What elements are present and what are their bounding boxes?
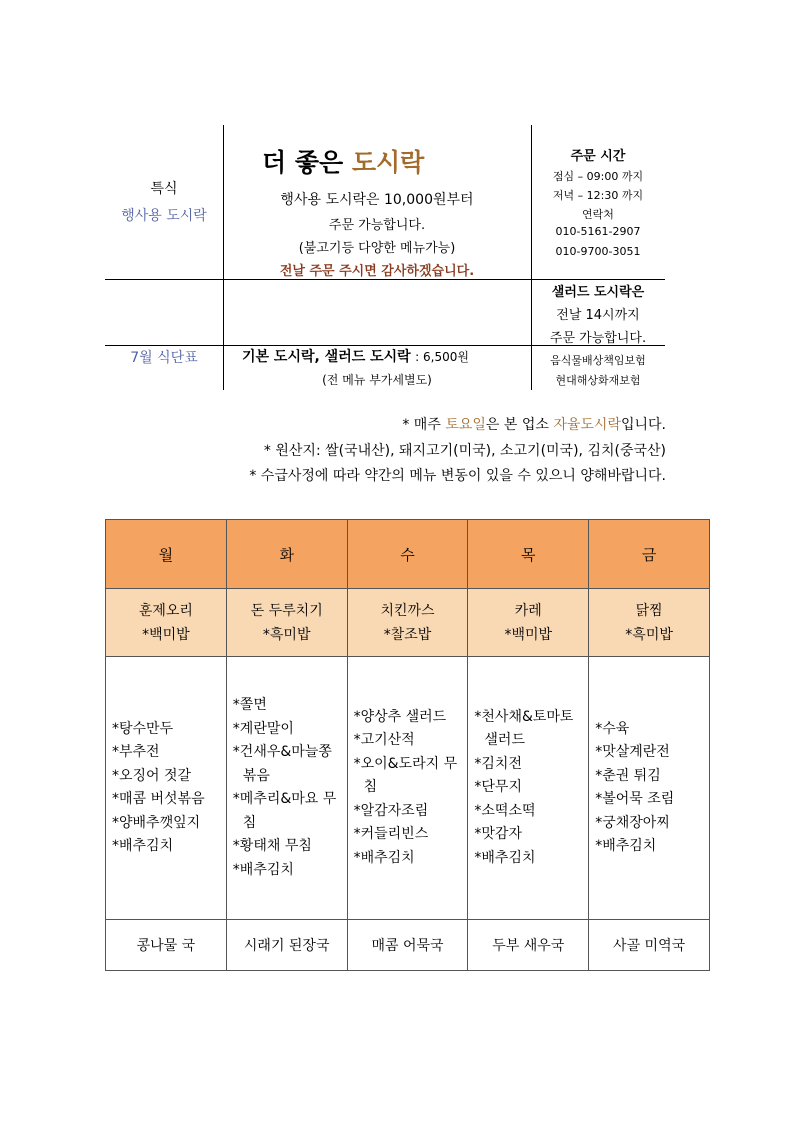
soup-thu: 두부 새우국	[468, 920, 589, 971]
side-item: *배추김치	[232, 861, 294, 878]
weekly-menu-table	[105, 519, 710, 971]
side-item: *단무지	[474, 779, 522, 796]
salad-info-line-1: 샐러드 도시락은	[551, 285, 645, 300]
side-item: *메추리&마요 무침	[232, 791, 337, 831]
side-item: *천사채&토마토 샐러드	[474, 708, 574, 749]
side-item: *부추전	[112, 744, 160, 760]
event-box-label: 행사용 도시락	[121, 208, 207, 224]
soup-mon: 콩나물 국	[106, 920, 227, 971]
side-item: *오이&도라지 무침	[353, 755, 458, 796]
month-label: 7월 식단표	[130, 350, 198, 366]
rice: *백미밥	[142, 626, 190, 643]
side-item: *알감자조림	[353, 802, 429, 819]
note-menu-change: * 수급사정에 따라 약간의 메뉴 변동이 있을 수 있으니 양해바랍니다.	[249, 468, 666, 484]
side-item: *고기산적	[353, 732, 415, 749]
main-dish: 닭찜	[635, 602, 663, 619]
event-info-line-3: (불고기등 다양한 메뉴가능)	[298, 241, 456, 256]
sides-tue	[226, 657, 347, 920]
special-label: 특식	[150, 181, 178, 197]
side-item: *커들리빈스	[353, 826, 429, 843]
day-wed: 수	[347, 520, 468, 589]
note1-pre: * 매주	[402, 417, 441, 433]
sides-mon	[106, 657, 227, 920]
insurance-line-1: 음식물배상책임보험	[550, 354, 646, 367]
soup-fri: 사골 미역국	[589, 920, 710, 971]
salad-info-line-3: 주문 가능합니다.	[549, 331, 647, 346]
main-wed	[347, 589, 468, 657]
side-item: *배추김치	[353, 849, 415, 866]
rice: *찰조밥	[383, 626, 432, 643]
side-item: *탕수만두	[112, 720, 174, 737]
title-main: 더 좋은	[262, 148, 344, 177]
side-item: *배추김치	[595, 838, 657, 854]
day-tue: 화	[226, 520, 347, 589]
rice: *흑미밥	[262, 626, 311, 643]
basic-label: 기본 도시락, 샐러드 도시락	[242, 349, 411, 365]
event-info-line-4: 전날 주문 주시면 감사하겠습니다.	[279, 264, 475, 279]
side-item: *김치전	[474, 755, 522, 772]
main-dish: 훈제오리	[138, 602, 193, 619]
side-dish-row	[106, 657, 710, 920]
soup-wed: 매콤 어묵국	[347, 920, 468, 971]
vat-note: (전 메뉴 부가세별도)	[322, 373, 432, 387]
sides-wed	[347, 657, 468, 920]
main-mon	[106, 589, 227, 657]
day-mon: 월	[106, 520, 227, 589]
sides-thu	[468, 657, 589, 920]
side-item: *볼어묵 조림	[595, 791, 675, 807]
main-dish: 카레	[514, 602, 542, 619]
header-divider-left	[223, 125, 224, 390]
order-time-title: 주문 시간	[570, 149, 626, 164]
side-item: *소떡소떡	[474, 802, 536, 819]
side-item: *배추김치	[112, 838, 174, 854]
basic-price: : 6,500원	[415, 350, 469, 364]
rice: *백미밥	[504, 626, 553, 643]
side-item: *궁채장아찌	[595, 814, 670, 831]
side-item: *수육	[595, 720, 630, 737]
side-item: *배추김치	[474, 849, 536, 866]
rice: *흑미밥	[625, 626, 673, 643]
days-row	[106, 520, 710, 589]
sides-fri	[589, 657, 710, 920]
side-item: *계란말이	[232, 720, 294, 737]
salad-info-line-2: 전날 14시까지	[556, 308, 640, 323]
order-dinner: 저녁 – 12:30 까지	[552, 189, 644, 202]
note1-saturday: 토요일	[445, 417, 486, 433]
phone-2: 010-9700-3051	[555, 245, 641, 258]
side-item: *양배추깻잎지	[112, 814, 201, 831]
basic-lunch-line	[242, 346, 469, 366]
main-dish-row	[106, 589, 710, 657]
insurance-line-2: 현대해상화재보험	[555, 374, 641, 387]
note1-free-lunch: 자율도시락	[553, 417, 621, 433]
note-saturday	[402, 414, 666, 434]
header-row-line-1	[105, 279, 665, 280]
side-item: *춘권 튀김	[595, 767, 661, 784]
main-dish: 돈 두루치기	[250, 602, 323, 619]
soup-row	[106, 920, 710, 971]
main-fri	[589, 589, 710, 657]
side-item: *양상추 샐러드	[353, 708, 447, 725]
event-info-line-2: 주문 가능합니다.	[328, 218, 426, 233]
order-lunch: 점심 – 09:00 까지	[552, 170, 644, 183]
page-title	[262, 143, 424, 179]
side-item: *황태채 무침	[232, 838, 312, 854]
main-thu	[468, 589, 589, 657]
note1-mid: 은 본 업소	[485, 417, 549, 433]
side-item: *매콤 버섯볶음	[112, 791, 205, 807]
side-item: *맛감자	[474, 826, 522, 843]
side-item: *맛살계란전	[595, 744, 670, 760]
note-origin: * 원산지: 쌀(국내산), 돼지고기(미국), 소고기(미국), 김치(중국산)	[263, 443, 666, 459]
soup-tue: 시래기 된장국	[226, 920, 347, 971]
note1-post: 입니다.	[620, 417, 666, 433]
day-fri: 금	[589, 520, 710, 589]
side-item: *오징어 젓갈	[112, 767, 192, 784]
contact-label: 연락처	[582, 208, 614, 221]
main-dish: 치킨까스	[380, 602, 435, 619]
event-info-line-1: 행사용 도시락은 10,000원부터	[280, 192, 474, 208]
side-item: *쫄면	[232, 697, 267, 713]
phone-1: 010-5161-2907	[555, 225, 641, 238]
day-thu: 목	[468, 520, 589, 589]
main-tue	[226, 589, 347, 657]
title-accent: 도시락	[351, 148, 425, 177]
side-item: *건새우&마늘쫑 볶음	[232, 744, 332, 784]
